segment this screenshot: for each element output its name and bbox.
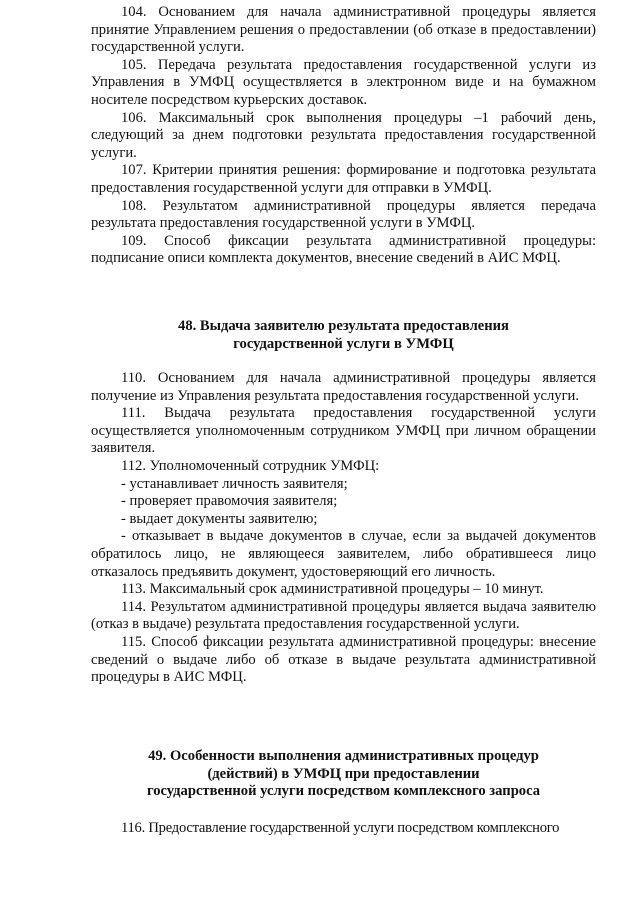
paragraph-107: 107. Критерии принятия решения: формирование и подготовка результата предоставления государственной услуги для отправки в УМФЦ. [91, 162, 596, 196]
list-item-refusal: - отказывает в выдаче документов в случае, если за выдачей документов обратилось лицо, не являющееся заявителем, либо обратившееся лицо отказалось предъявить документ, удостоверяющий его личность. [91, 528, 596, 580]
paragraph-115: 115. Способ фиксации результата административной процедуры: внесение сведений о выдаче либо об отказе в выдаче результата административной процедуры в АИС МФЦ. [91, 633, 596, 686]
paragraph-108: 108. Результатом административной процедуры является передача результата предоставления государственной услуги в УМФЦ. [91, 197, 596, 232]
section-49-body [91, 820, 596, 838]
paragraph-112-intro: 112. Уполномоченный сотрудник УМФЦ: [121, 457, 380, 474]
section-47-continuation [91, 4, 596, 268]
list-item-issue-documents: - выдает документы заявителю; [121, 510, 318, 527]
paragraph-111: 111. Выдача результата предоставления государственной услуги осуществляется уполномоченным сотрудником УМФЦ при личном обращении заявителя. [91, 405, 596, 457]
section-49-heading [91, 748, 596, 801]
paragraph-116: 116. Предоставление государственной услуги посредством комплексного [121, 820, 560, 836]
paragraph-106: 106. Максимальный срок выполнения процедуры –1 рабочий день, следующий за днем подготовки результата предоставления государственной услуги. [91, 109, 596, 161]
list-item-check-authority: - проверяет правомочия заявителя; [121, 493, 338, 510]
paragraph-105: 105. Передача результата предоставления государственной услуги из Управления в УМФЦ осуществляется в электронном виде и на бумажном носителе посредством курьерских доставок. [91, 56, 596, 108]
paragraph-114: 114. Результатом административной процедуры является выдача заявителю (отказ в выдаче) результата предоставления государственной услуги. [91, 598, 596, 633]
section-49-heading-line-1: 49. Особенности выполнения административных процедур [148, 748, 539, 764]
paragraph-113: 113. Максимальный срок административной процедуры – 10 минут. [121, 581, 544, 598]
section-49-heading-line-3: государственной услуги посредством комплексного запроса [146, 783, 541, 800]
section-48-body [91, 370, 596, 687]
paragraph-110: 110. Основанием для начала административной процедуры является получение из Управления результата предоставления государственной услуги. [91, 370, 596, 404]
section-48-heading-line-1: 48. Выдача заявителю результата предоставления [178, 318, 509, 334]
section-48-heading [91, 318, 596, 353]
list-item-identify: - устанавливает личность заявителя; [121, 475, 348, 492]
paragraph-104: 104. Основанием для начала административной процедуры является принятие Управлением решения о предоставлении (об отказе в предоставлении) государственной услуги. [91, 4, 596, 56]
paragraph-109: 109. Способ фиксации результата административной процедуры: подписание описи комплекта документов, внесение сведений в АИС МФЦ. [91, 232, 596, 267]
section-49-heading-line-2: (действий) в УМФЦ при предоставлении [207, 765, 480, 782]
section-48-heading-line-2: государственной услуги в УМФЦ [233, 335, 454, 352]
